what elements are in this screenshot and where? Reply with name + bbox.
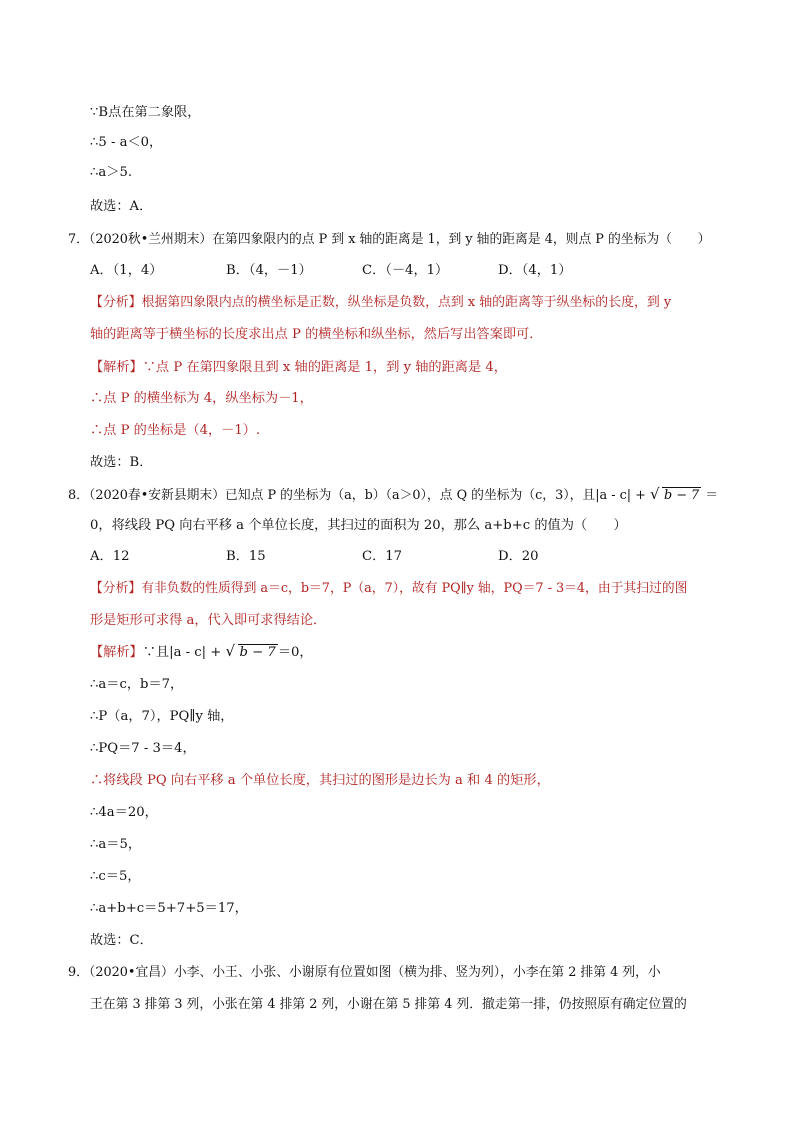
solution-line: ∴a+b+c＝5+7+5＝17， bbox=[90, 901, 248, 916]
question-8-stem-cont: 0，将线段 PQ 向右平移 a 个单位长度，其扫过的面积为 20，那么 a+b+c 的值为（ ） bbox=[90, 518, 627, 533]
analysis-text: 根据第四象限内点的横坐标是正数，纵坐标是负数，点到 x 轴的距离等于纵坐标的长度，到 y bbox=[141, 295, 672, 310]
question-7-stem: 7．（2020秋•兰州期末）在第四象限内的点 P 到 x 轴的距离是 1，到 y 轴的距离是 4，则点 P 的坐标为（ ） bbox=[68, 232, 711, 247]
question-7-analysis-cont: 轴的距离等于横坐标的长度求出点 P 的横坐标和纵坐标，然后写出答案即可． bbox=[90, 327, 543, 342]
question-7-option-c: C．（－4，1） bbox=[362, 263, 449, 278]
solution-line: ∵B点在第二象限， bbox=[90, 105, 201, 120]
sqrt-expression: √ b − 7 bbox=[226, 644, 278, 662]
sqrt-expression: √ b − 7 bbox=[650, 487, 701, 505]
question-8-analysis bbox=[90, 580, 687, 598]
question-8-solution bbox=[90, 644, 313, 662]
answer-line: 故选：C． bbox=[90, 933, 153, 948]
question-7-option-b: B．（4，－1） bbox=[226, 263, 312, 278]
solution-line: ∴P（a，7），PQ∥y 轴， bbox=[90, 709, 234, 724]
solution-line: ∴点 P 的横坐标为 4，纵坐标为－1， bbox=[90, 391, 313, 406]
analysis-text: 有非负数的性质得到 a＝c，b＝7，P（a，7），故有 PQ∥y 轴，PQ＝7 - 3＝4，由于其扫过的图 bbox=[141, 581, 688, 596]
analysis-tag: 【分析】 bbox=[90, 295, 142, 310]
solution-line: ∴将线段 PQ 向右平移 a 个单位长度，其扫过的图形是边长为 a 和 4 的矩形， bbox=[90, 773, 550, 788]
solution-tag: 【解析】 bbox=[90, 645, 143, 660]
question-7-option-d: D．（4，1） bbox=[498, 263, 572, 278]
solution-line: ∴a＞5. bbox=[90, 165, 133, 180]
equals-sign: ＝ bbox=[705, 488, 719, 503]
answer-line: 故选：A． bbox=[90, 199, 153, 214]
question-8-analysis-cont: 形是矩形可求得 a，代入即可求得结论． bbox=[90, 613, 327, 628]
question-8-option-b: B．15 bbox=[226, 549, 266, 564]
solution-line: ∴a＝5， bbox=[90, 837, 142, 852]
solution-line: ∴PQ＝7 - 3＝4， bbox=[90, 741, 196, 756]
question-8-text: 8．（2020春•安新县期末）已知点 P 的坐标为（a，b）（a＞0），点 Q 的坐标为（c，3），且|a - c| + bbox=[68, 488, 646, 503]
solution-tag: 【解析】 bbox=[90, 360, 143, 375]
solution-text: ∵点 P 在第四象限且到 x 轴的距离是 1，到 y 轴的距离是 4， bbox=[142, 360, 507, 375]
question-7-option-a: A．（1，4） bbox=[90, 263, 163, 278]
analysis-tag: 【分析】 bbox=[90, 581, 142, 596]
solution-text: ＝0， bbox=[277, 645, 313, 660]
question-8-option-a: A．12 bbox=[90, 549, 130, 564]
solution-line: ∴5 - a＜0， bbox=[90, 135, 163, 150]
question-7-analysis bbox=[90, 294, 671, 312]
answer-line: 故选：B． bbox=[90, 455, 153, 470]
question-7-solution bbox=[90, 359, 507, 377]
question-8-option-c: C．17 bbox=[362, 549, 403, 564]
solution-line: ∴4a＝20， bbox=[90, 805, 158, 820]
question-8-stem bbox=[68, 487, 718, 505]
solution-text: ∵且|a - c| + bbox=[142, 645, 222, 660]
question-8-option-d: D．20 bbox=[498, 549, 539, 564]
solution-line: ∴a＝c，b＝7， bbox=[90, 677, 184, 692]
solution-line: ∴点 P 的坐标是（4，－1）. bbox=[90, 423, 261, 438]
question-9-stem-cont: 王在第 3 排第 3 列，小张在第 4 排第 2 列，小谢在第 5 排第 4 列．撤走第一排，仍按照原有确定位置的 bbox=[90, 997, 687, 1012]
solution-line: ∴c＝5， bbox=[90, 869, 141, 884]
question-9-stem: 9．（2020•宜昌）小李、小王、小张、小谢原有位置如图（横为排、竖为列），小李在第 2 排第 4 列，小 bbox=[68, 965, 661, 980]
